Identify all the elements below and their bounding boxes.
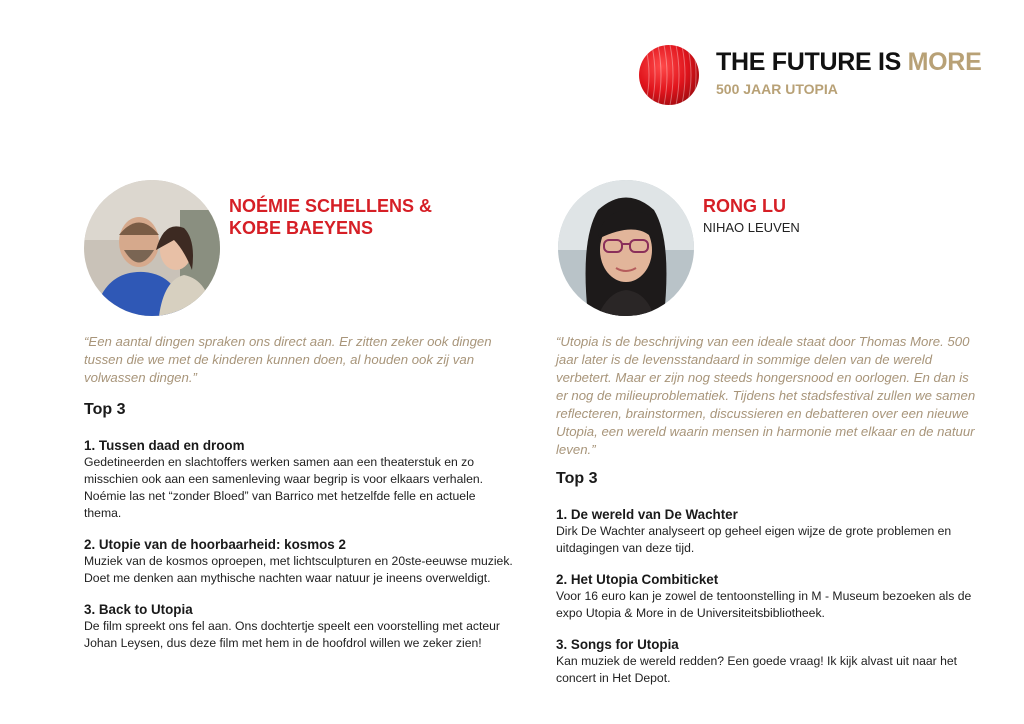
list-item bbox=[84, 536, 514, 587]
item-title: 3. Songs for Utopia bbox=[556, 637, 679, 652]
list-item bbox=[556, 506, 981, 557]
quote-left: “Een aantal dingen spraken ons direct aan. Er zitten zeker ook dingen tussen die we met de kinderen kunnen doen, al houden ook zij van volwassen dingen.” bbox=[84, 334, 492, 385]
brand-logo-sphere bbox=[638, 44, 700, 106]
item-title: 1. Tussen daad en droom bbox=[84, 438, 245, 453]
list-item bbox=[556, 571, 981, 622]
item-description: Gedetineerden en slachtoffers werken samen aan een theaterstuk en zo misschien ook aan een samenleving waar begrip is voor elkaars verhalen. Noémie las net “zonder Bloed” van Barrico met hetzelfde felle en actuele thema. bbox=[84, 455, 484, 520]
top3-list-left bbox=[84, 437, 514, 666]
item-title: 2. Utopie van de hoorbaarheid: kosmos 2 bbox=[84, 537, 346, 552]
item-title: 1. De wereld van De Wachter bbox=[556, 507, 738, 522]
person-name-left: NOÉMIE SCHELLENS & KOBE BAEYENS bbox=[229, 196, 433, 238]
list-item bbox=[84, 601, 514, 652]
list-item bbox=[84, 437, 514, 522]
person-org-right: NIHAO LEUVEN bbox=[703, 220, 800, 235]
avatar-rong-lu bbox=[558, 180, 694, 316]
item-description: Dirk De Wachter analyseert op geheel eigen wijze de grote problemen en uitdagingen van deze tijd. bbox=[556, 524, 952, 555]
person-name-right: RONG LU bbox=[703, 196, 786, 216]
item-title: 3. Back to Utopia bbox=[84, 602, 193, 617]
top3-heading-right: Top 3 bbox=[556, 470, 598, 487]
avatar-schellens-baeyens bbox=[84, 180, 220, 316]
list-item bbox=[556, 636, 981, 687]
brand-title: THE FUTURE IS MORE bbox=[716, 48, 982, 76]
quote-right: “Utopia is de beschrijving van een ideale staat door Thomas More. 500 jaar later is de levensstandaard in sommige delen van de wereld verbetert. Maar er zijn nog steeds hongersnood en oorlogen. En dan is er nog de milieuproblematiek. Tijdens het stadsfestival zullen we samen reflecteren, brainstormen, discussieren en debatteren over een nieuwe Utopia, een wereld waarin mensen in harmonie met elkaar en de natuur leven.” bbox=[556, 334, 976, 457]
item-description: Voor 16 euro kan je zowel de tentoonstelling in M - Museum bezoeken als de expo Utopia & More in de Universiteitsbibliotheek. bbox=[556, 589, 972, 620]
item-description: Kan muziek de wereld redden? Een goede vraag! Ik kijk alvast uit naar het concert in Het Depot. bbox=[556, 654, 958, 685]
item-description: Muziek van de kosmos oproepen, met lichtsculpturen en 20ste-eeuwse muziek. Doet me denken aan mythische nachten waar natuur je ineens overweldigt. bbox=[84, 554, 513, 585]
top3-list-right bbox=[556, 506, 981, 701]
brand-subtitle: 500 JAAR UTOPIA bbox=[716, 81, 838, 97]
item-title: 2. Het Utopia Combiticket bbox=[556, 572, 719, 587]
item-description: De film spreekt ons fel aan. Ons dochtertje speelt een voorstelling met acteur Johan Leysen, dus deze film met hem in de hoofdrol willen we zeker zien! bbox=[84, 619, 500, 650]
top3-heading-left: Top 3 bbox=[84, 401, 126, 418]
